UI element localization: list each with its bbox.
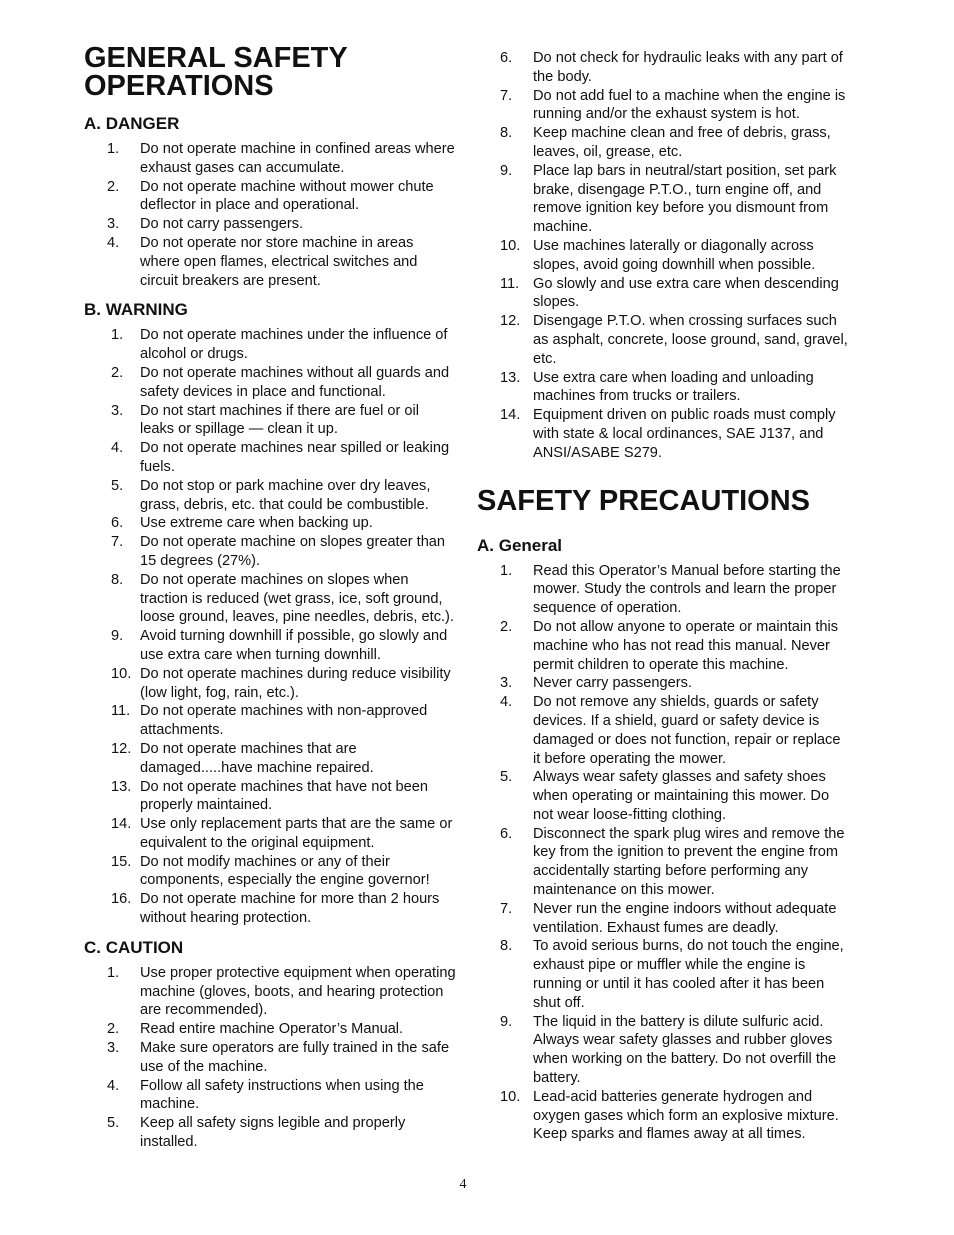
item-text: Do not check for hydraulic leaks with any part of the body. bbox=[533, 50, 843, 85]
list-item bbox=[84, 326, 456, 364]
item-number: 1. bbox=[107, 964, 120, 981]
item-number: 4. bbox=[500, 694, 513, 711]
list-item bbox=[477, 369, 849, 407]
item-number: 2. bbox=[107, 1021, 120, 1038]
item-number: 5. bbox=[500, 769, 513, 786]
page-title-line1: GENERAL SAFETY bbox=[84, 42, 348, 74]
item-text: Use extra care when loading and unloading machines from trucks or trailers. bbox=[533, 369, 814, 405]
item-number: 1. bbox=[500, 562, 513, 579]
list-item bbox=[477, 562, 849, 618]
item-number: 3. bbox=[500, 675, 513, 692]
item-number: 14. bbox=[500, 407, 521, 424]
list-item bbox=[477, 900, 849, 938]
list-item bbox=[477, 237, 849, 275]
list-item bbox=[84, 571, 456, 627]
list-item bbox=[84, 665, 456, 703]
item-number: 2. bbox=[107, 178, 120, 195]
list-item bbox=[84, 853, 456, 891]
item-text: Make sure operators are fully trained in the safe use of the machine. bbox=[140, 1040, 450, 1075]
list-item bbox=[477, 1013, 849, 1088]
item-number: 1. bbox=[111, 327, 124, 344]
caution-continued-list bbox=[477, 49, 849, 463]
item-number: 1. bbox=[107, 141, 120, 157]
item-text: Read this Operator’s Manual before starting the mower. Study the controls and learn the proper sequence of operation. bbox=[533, 562, 841, 617]
list-item bbox=[477, 406, 849, 462]
warning-list bbox=[84, 326, 456, 928]
item-text: Do not operate machine without mower chute deflector in place and operational. bbox=[140, 178, 434, 214]
item-text: Follow all safety instructions when using the machine. bbox=[140, 1077, 424, 1113]
item-text: Never run the engine indoors without adequate ventilation. Exhaust fumes are deadly. bbox=[533, 900, 837, 936]
item-text: Do not operate machines during reduce visibility (low light, fog, rain, etc.). bbox=[140, 665, 451, 701]
list-item bbox=[84, 964, 456, 1020]
list-item bbox=[477, 674, 849, 693]
item-text: Use machines laterally or diagonally across slopes, avoid going downhill when possible. bbox=[533, 237, 816, 273]
item-number: 8. bbox=[500, 125, 513, 142]
item-text: Do not operate machines on slopes when traction is reduced (wet grass, ice, soft ground, loose ground, leaves, pine needles, debris, etc.). bbox=[140, 571, 454, 626]
list-item bbox=[84, 477, 456, 515]
item-number: 10. bbox=[500, 1088, 521, 1105]
list-item bbox=[84, 439, 456, 477]
safety-precautions-title: SAFETY PRECAUTIONS bbox=[477, 484, 811, 517]
list-item bbox=[84, 890, 456, 928]
item-number: 3. bbox=[107, 216, 120, 233]
item-number: 9. bbox=[500, 1013, 513, 1030]
list-item bbox=[477, 768, 849, 824]
list-item bbox=[84, 1039, 456, 1077]
list-item bbox=[477, 312, 849, 368]
general-heading: A. General bbox=[477, 535, 563, 555]
item-text: Disengage P.T.O. when crossing surfaces such as asphalt, concrete, loose ground, sand, gravel, etc. bbox=[533, 313, 848, 367]
item-text: Do not carry passengers. bbox=[140, 216, 304, 233]
item-number: 5. bbox=[111, 477, 124, 494]
item-number: 2. bbox=[111, 364, 124, 381]
item-number: 12. bbox=[111, 740, 132, 757]
item-text: Keep all safety signs legible and properly installed. bbox=[140, 1115, 406, 1151]
list-item bbox=[84, 1077, 456, 1115]
item-text: Do not operate nor store machine in areas where open flames, electrical switches and circuit breakers are present. bbox=[140, 234, 418, 289]
caution-list bbox=[84, 964, 456, 1152]
list-item bbox=[84, 402, 456, 440]
item-number: 11. bbox=[111, 703, 131, 720]
item-number: 4. bbox=[111, 440, 124, 457]
list-item bbox=[477, 162, 849, 237]
page-number: 4 bbox=[459, 1177, 467, 1192]
item-text: Use extreme care when backing up. bbox=[140, 515, 373, 532]
item-text: Do not operate machines that have not been properly maintained. bbox=[140, 778, 429, 814]
item-text: Do not operate machines under the influence of alcohol or drugs. bbox=[140, 327, 448, 363]
item-text: Do not operate machines with non-approved attachments. bbox=[140, 703, 428, 739]
list-item bbox=[84, 364, 456, 402]
item-number: 11. bbox=[500, 275, 520, 292]
item-number: 13. bbox=[111, 778, 132, 795]
list-item bbox=[477, 693, 849, 768]
item-number: 15. bbox=[111, 853, 132, 870]
danger-list bbox=[84, 140, 456, 290]
item-text: Do not operate machine for more than 2 hours without hearing protection. bbox=[140, 891, 440, 927]
item-text: Do not operate machine on slopes greater than 15 degrees (27%). bbox=[140, 534, 446, 569]
item-text: To avoid serious burns, do not touch the engine, exhaust pipe or muffler while the engine is running or until it has cooled after it has been shut off. bbox=[533, 938, 844, 1011]
list-item bbox=[84, 234, 456, 290]
warning-heading: B. WARNING bbox=[84, 300, 188, 320]
list-item bbox=[84, 178, 456, 216]
item-text: Lead-acid batteries generate hydrogen and oxygen gases which form an explosive mixture. Keep sparks and flames away at all times. bbox=[533, 1088, 839, 1143]
item-text: Equipment driven on public roads must comply with state & local ordinances, SAE J137, and ANSI/ASABE S279. bbox=[533, 407, 836, 461]
item-text: Go slowly and use extra care when descending slopes. bbox=[533, 275, 839, 311]
list-item bbox=[84, 533, 456, 571]
danger-heading: A. DANGER bbox=[84, 114, 180, 133]
item-text: Do not allow anyone to operate or maintain this machine who has not read this manual. Never permit children to operate this machine. bbox=[533, 618, 839, 673]
list-item bbox=[477, 49, 849, 87]
item-text: Do not modify machines or any of their components, especially the engine governor! bbox=[140, 853, 430, 889]
item-number: 13. bbox=[500, 369, 521, 386]
item-number: 14. bbox=[111, 816, 132, 833]
item-text: Do not stop or park machine over dry leaves, grass, debris, etc. that could be combustible. bbox=[140, 477, 431, 513]
item-text: Keep machine clean and free of debris, grass, leaves, oil, grease, etc. bbox=[533, 125, 831, 160]
list-item bbox=[84, 514, 456, 533]
list-item bbox=[477, 275, 849, 313]
page-title bbox=[84, 44, 456, 100]
list-item bbox=[477, 1088, 849, 1144]
item-number: 3. bbox=[111, 402, 124, 419]
item-text: Use only replacement parts that are the same or equivalent to the original equipment. bbox=[140, 816, 453, 851]
list-item bbox=[84, 140, 456, 178]
item-text: The liquid in the battery is dilute sulfuric acid. Always wear safety glasses and rubber gloves when working on the battery. Do not overfill the battery. bbox=[533, 1013, 837, 1087]
item-text: Never carry passengers. bbox=[533, 675, 692, 692]
item-number: 10. bbox=[500, 237, 521, 254]
list-item bbox=[477, 937, 849, 1012]
general-list bbox=[477, 562, 849, 1145]
item-number: 2. bbox=[500, 618, 513, 635]
item-number: 9. bbox=[111, 628, 124, 645]
item-number: 12. bbox=[500, 313, 521, 330]
list-item bbox=[477, 87, 849, 125]
list-item bbox=[84, 740, 456, 778]
list-item bbox=[84, 702, 456, 740]
item-text: Do not add fuel to a machine when the engine is running and/or the exhaust system is hot. bbox=[533, 87, 846, 123]
item-number: 7. bbox=[111, 534, 124, 551]
caution-heading: C. CAUTION bbox=[84, 937, 184, 957]
item-text: Read entire machine Operator’s Manual. bbox=[140, 1021, 404, 1038]
item-text: Use proper protective equipment when operating machine (gloves, boots, and hearing protection are recommended). bbox=[140, 964, 456, 1019]
item-number: 6. bbox=[500, 825, 513, 842]
list-item bbox=[84, 1020, 456, 1039]
left-column bbox=[84, 44, 456, 1152]
item-number: 7. bbox=[500, 900, 513, 917]
list-item bbox=[84, 627, 456, 665]
item-text: Always wear safety glasses and safety shoes when operating or maintaining this mower. Do not wear loose-fitting clothing. bbox=[533, 769, 830, 823]
item-number: 10. bbox=[111, 665, 132, 682]
item-number: 3. bbox=[107, 1040, 120, 1057]
item-number: 8. bbox=[111, 571, 124, 588]
item-number: 4. bbox=[107, 234, 120, 251]
item-text: Do not start machines if there are fuel or oil leaks or spillage — clean it up. bbox=[140, 402, 420, 438]
list-item bbox=[84, 815, 456, 853]
item-number: 6. bbox=[111, 515, 124, 532]
item-number: 9. bbox=[500, 162, 513, 179]
item-text: Do not operate machines that are damaged.....have machine repaired. bbox=[140, 740, 374, 776]
item-number: 7. bbox=[500, 87, 513, 104]
item-text: Place lap bars in neutral/start position, set park brake, disengage P.T.O., turn engine off, and remove ignition key before you dismount from machine. bbox=[533, 162, 837, 236]
list-item bbox=[477, 618, 849, 674]
item-number: 5. bbox=[107, 1115, 120, 1132]
item-text: Do not operate machine in confined areas where exhaust gases can accumulate. bbox=[140, 141, 455, 176]
list-item bbox=[84, 1114, 456, 1152]
list-item bbox=[84, 215, 456, 234]
list-item bbox=[84, 778, 456, 816]
list-item bbox=[477, 825, 849, 900]
page-title-line2: OPERATIONS bbox=[84, 70, 274, 102]
list-item bbox=[477, 124, 849, 162]
item-text: Disconnect the spark plug wires and remove the key from the ignition to prevent the engine from accidentally starting before performing any maintenance on this mower. bbox=[533, 825, 845, 899]
item-text: Do not operate machines without all guards and safety devices in place and functional. bbox=[140, 364, 450, 400]
item-text: Do not remove any shields, guards or safety devices. If a shield, guard or safety device is damaged or does not function, repair or replace it before operating the mower. bbox=[533, 694, 841, 767]
right-column bbox=[477, 44, 849, 1144]
item-text: Do not operate machines near spilled or leaking fuels. bbox=[140, 440, 450, 475]
item-number: 8. bbox=[500, 938, 513, 955]
item-number: 16. bbox=[111, 891, 132, 908]
item-number: 6. bbox=[500, 50, 513, 66]
item-text: Avoid turning downhill if possible, go slowly and use extra care when turning downhill. bbox=[140, 628, 448, 663]
item-number: 4. bbox=[107, 1077, 120, 1094]
